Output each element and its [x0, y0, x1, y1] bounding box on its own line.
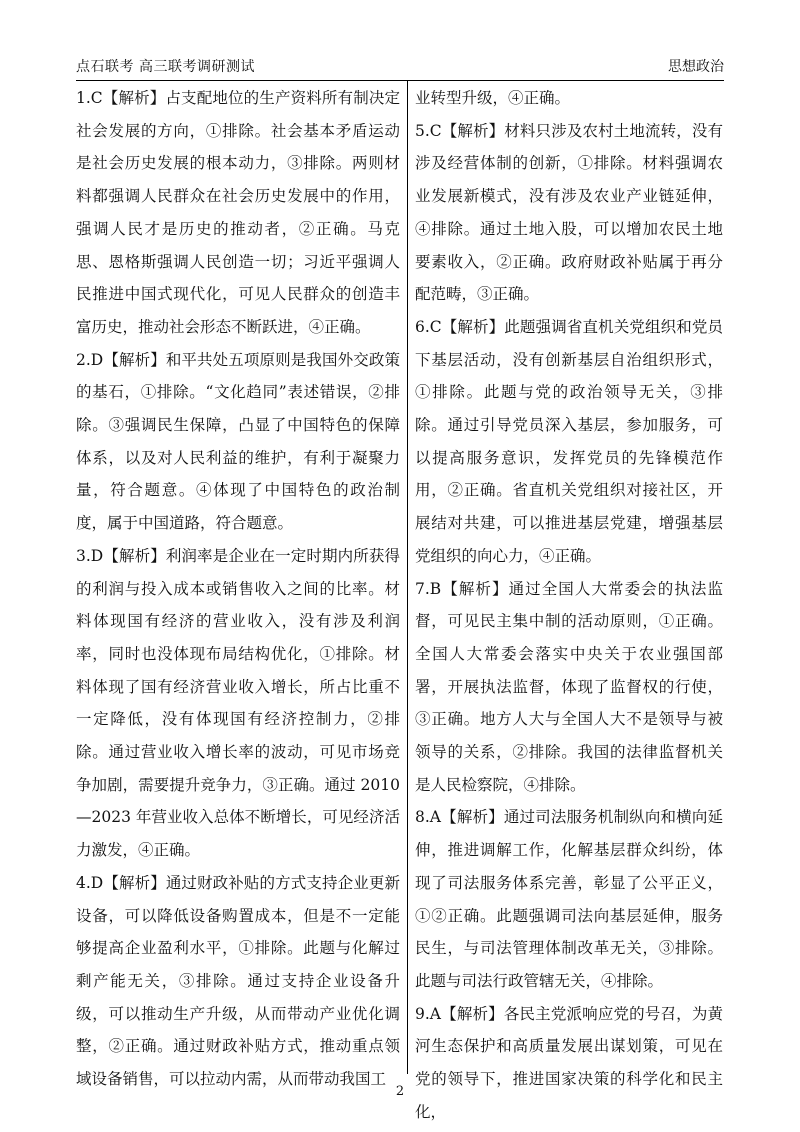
answer-1: 1.C【解析】占支配地位的生产资料所有制决定社会发展的方向，①排除。社会基本矛盾运动是社会历史发展的根本动力，③排除。两则材料都强调人民群众在社会历史发展中的作用，强调人民才是历史的推动者，②正确。马克思、恩格斯强调人民创造一切；习近平强调人民推进中国式现代化，可见人民群众的创造丰富历史，推动社会形态不断跃进，④正确。	[76, 89, 400, 336]
answer-3: 3.D【解析】利润率是企业在一定时期内所获得的利润与投入成本或销售收入之间的比率。材料体现国有经济的营业收入，没有涉及利润率，同时也没体现布局结构优化，①排除。材料体现了国有经济营业收入增长，所占比重不一定降低，没有体现国有经济控制力，②排除。通过营业收入增长率的波动，可见市场竞争加剧，需要提升竞争力，③正确。通过 2010—2023 年营业收入总体不断增长，可见经济活力激发，④正确。	[76, 546, 400, 860]
answer-2: 2.D【解析】和平共处五项原则是我国外交政策的基石，①排除。“文化趋同”表述错误，②排除。③强调民生保障，凸显了中国特色的保障体系，以及对人民利益的维护，有利于凝聚力量，符合题意。④体现了中国特色的政治制度，属于中国道路，符合题意。	[76, 350, 400, 533]
answer-5: 5.C【解析】材料只涉及农村土地流转，没有涉及经营体制的创新，①排除。材料强调农业发展新模式，没有涉及农业产业链延伸，④排除。通过土地入股，可以增加农民土地要素收入，②正确。政府财政补贴属于再分配范畴，③正确。	[415, 121, 723, 304]
left-column	[76, 82, 400, 1089]
answer-4-continued: 业转型升级，④正确。	[415, 89, 571, 107]
header-subject: 思想政治	[668, 59, 724, 75]
answer-9: 9.A【解析】各民主党派响应党的号召，为黄河生态保护和高质量发展出谋划策，可见在党的领导下，推进国家决策的科学化和民主化，	[415, 1004, 723, 1121]
answer-4: 4.D【解析】通过财政补贴的方式支持企业更新设备，可以降低设备购置成本，但是不一定能够提高企业盈利水平，①排除。此题与化解过剩产能无关，③排除。通过支持企业设备升级，可以推动生产升级，从而带动产业优化调整，②正确。通过财政补贴方式，推动重点领域设备销售，可以拉动内需，从而带动我国工	[76, 873, 400, 1089]
answer-8: 8.A【解析】通过司法服务机制纵向和横向延伸，推进调解工作，化解基层群众纠纷，体现了司法服务体系完善，彰显了公平正义，①②正确。此题强调司法向基层延伸，服务民生，与司法管理体制改革无关，③排除。此题与司法行政管辖无关，④排除。	[415, 808, 723, 990]
right-column	[415, 82, 723, 1121]
page-header	[76, 56, 724, 81]
answer-7: 7.B【解析】通过全国人大常委会的执法监督，可见民主集中制的活动原则，①正确。全国人大常委会落实中央关于农业强国部署，开展执法监督，体现了监督权的行使，③正确。地方人大与全国人大不是领导与被领导的关系，②排除。我国的法律监督机关是人民检察院，④排除。	[415, 579, 723, 794]
page-number: 2	[395, 1084, 405, 1099]
column-divider	[407, 80, 408, 1074]
header-exam-title: 点石联考 高三联考调研测试	[76, 59, 255, 75]
answer-6: 6.C【解析】此题强调省直机关党组织和党员下基层活动，没有创新基层自治组织形式，①排除。此题与党的政治领导无关，③排除。通过引导党员深入基层，参加服务，可以提高服务意识，发挥党员的先锋模范作用，②正确。省直机关党组织对接社区，开展结对共建，可以推进基层党建，增强基层党组织的向心力，④正确。	[415, 317, 723, 565]
